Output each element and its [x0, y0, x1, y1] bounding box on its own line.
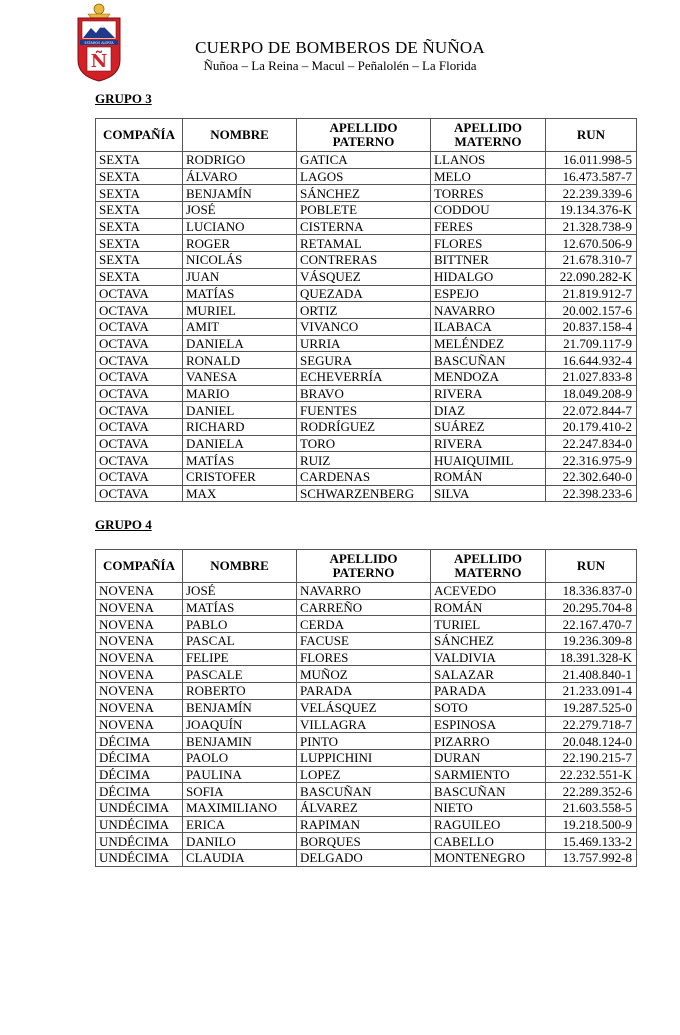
- cell-nombre: VANESA: [183, 368, 297, 385]
- cell-apellido-paterno: FLORES: [297, 649, 431, 666]
- table-row: [96, 783, 637, 800]
- cell-nombre: MATÍAS: [183, 285, 297, 302]
- cell-compania: NOVENA: [96, 699, 183, 716]
- cell-compania: NOVENA: [96, 683, 183, 700]
- cell-nombre: MATÍAS: [183, 599, 297, 616]
- column-header-apellido-materno: APELLIDO MATERNO: [431, 550, 546, 583]
- table-row: [96, 833, 637, 850]
- cell-compania: SEXTA: [96, 268, 183, 285]
- cell-apellido-paterno: FACUSE: [297, 633, 431, 650]
- cell-nombre: MURIEL: [183, 302, 297, 319]
- cell-apellido-paterno: CARREÑO: [297, 599, 431, 616]
- cell-run: 16.473.587-7: [546, 168, 637, 185]
- table-row: [96, 402, 637, 419]
- table-row: [96, 285, 637, 302]
- cell-compania: OCTAVA: [96, 302, 183, 319]
- cell-compania: NOVENA: [96, 666, 183, 683]
- cell-apellido-materno: HIDALGO: [431, 268, 546, 285]
- crest-letter: Ñ: [90, 51, 108, 72]
- table-row: [96, 599, 637, 616]
- table-row: [96, 766, 637, 783]
- cell-compania: SEXTA: [96, 218, 183, 235]
- cell-apellido-paterno: VILLAGRA: [297, 716, 431, 733]
- cell-apellido-paterno: ECHEVERRÍA: [297, 368, 431, 385]
- table-row: [96, 218, 637, 235]
- cell-nombre: BENJAMÍN: [183, 185, 297, 202]
- cell-apellido-materno: MENDOZA: [431, 368, 546, 385]
- table-row: [96, 435, 637, 452]
- cell-nombre: AMIT: [183, 318, 297, 335]
- cell-nombre: ÁLVARO: [183, 168, 297, 185]
- cell-apellido-materno: CABELLO: [431, 833, 546, 850]
- cell-run: 15.469.133-2: [546, 833, 637, 850]
- cell-nombre: PABLO: [183, 616, 297, 633]
- cell-apellido-materno: BASCUÑAN: [431, 783, 546, 800]
- table-row: [96, 252, 637, 269]
- cell-run: 16.011.998-5: [546, 152, 637, 169]
- cell-nombre: FELIPE: [183, 649, 297, 666]
- cell-run: 22.279.718-7: [546, 716, 637, 733]
- table-row: [96, 683, 637, 700]
- cell-nombre: CRISTOFER: [183, 469, 297, 486]
- group-heading-4: GRUPO 4: [95, 517, 152, 532]
- cell-apellido-paterno: CISTERNA: [297, 218, 431, 235]
- cell-run: 18.049.208-9: [546, 385, 637, 402]
- column-header-compania: COMPAÑÍA: [96, 119, 183, 152]
- cell-run: 18.336.837-0: [546, 583, 637, 600]
- cell-nombre: PAULINA: [183, 766, 297, 783]
- column-header-run: RUN: [546, 119, 637, 152]
- column-header-apellido-paterno: APELLIDO PATERNO: [297, 550, 431, 583]
- cell-apellido-paterno: MUÑOZ: [297, 666, 431, 683]
- cell-nombre: DANIELA: [183, 335, 297, 352]
- cell-run: 22.398.233-6: [546, 485, 637, 502]
- cell-apellido-materno: SARMIENTO: [431, 766, 546, 783]
- cell-apellido-materno: PARADA: [431, 683, 546, 700]
- cell-run: 22.190.215-7: [546, 749, 637, 766]
- cell-apellido-materno: DURAN: [431, 749, 546, 766]
- cell-run: 20.002.157-6: [546, 302, 637, 319]
- cell-apellido-paterno: CARDENAS: [297, 469, 431, 486]
- cell-apellido-materno: CODDOU: [431, 202, 546, 219]
- table-row: [96, 649, 637, 666]
- table-row: [96, 202, 637, 219]
- cell-apellido-materno: LLANOS: [431, 152, 546, 169]
- cell-compania: UNDÉCIMA: [96, 833, 183, 850]
- cell-nombre: JOSÉ: [183, 583, 297, 600]
- cell-run: 20.048.124-0: [546, 733, 637, 750]
- cell-apellido-materno: SALAZAR: [431, 666, 546, 683]
- cell-compania: OCTAVA: [96, 318, 183, 335]
- table-row: [96, 633, 637, 650]
- cell-nombre: MAXIMILIANO: [183, 799, 297, 816]
- cell-apellido-materno: SILVA: [431, 485, 546, 502]
- cell-compania: DÉCIMA: [96, 749, 183, 766]
- cell-apellido-materno: RIVERA: [431, 385, 546, 402]
- cell-nombre: ERICA: [183, 816, 297, 833]
- cell-nombre: ROGER: [183, 235, 297, 252]
- cell-apellido-paterno: SÁNCHEZ: [297, 185, 431, 202]
- cell-apellido-paterno: VÁSQUEZ: [297, 268, 431, 285]
- cell-nombre: MATÍAS: [183, 452, 297, 469]
- column-header-nombre: NOMBRE: [183, 550, 297, 583]
- cell-compania: OCTAVA: [96, 419, 183, 436]
- cell-apellido-paterno: GATICA: [297, 152, 431, 169]
- cell-compania: NOVENA: [96, 716, 183, 733]
- cell-nombre: RICHARD: [183, 419, 297, 436]
- cell-run: 20.837.158-4: [546, 318, 637, 335]
- cell-compania: SEXTA: [96, 152, 183, 169]
- cell-compania: OCTAVA: [96, 469, 183, 486]
- cell-run: 22.239.339-6: [546, 185, 637, 202]
- cell-compania: OCTAVA: [96, 352, 183, 369]
- cell-compania: UNDÉCIMA: [96, 816, 183, 833]
- cell-apellido-paterno: NAVARRO: [297, 583, 431, 600]
- cell-run: 22.090.282-K: [546, 268, 637, 285]
- cell-nombre: JUAN: [183, 268, 297, 285]
- cell-apellido-materno: FLORES: [431, 235, 546, 252]
- cell-apellido-materno: ESPEJO: [431, 285, 546, 302]
- cell-compania: OCTAVA: [96, 385, 183, 402]
- cell-nombre: PASCAL: [183, 633, 297, 650]
- column-header-apellido-materno: APELLIDO MATERNO: [431, 119, 546, 152]
- cell-apellido-paterno: TORO: [297, 435, 431, 452]
- cell-apellido-materno: MELÉNDEZ: [431, 335, 546, 352]
- cell-run: 21.678.310-7: [546, 252, 637, 269]
- document-title: CUERPO DE BOMBEROS DE ÑUÑOA: [195, 38, 485, 57]
- cell-apellido-materno: NIETO: [431, 799, 546, 816]
- cell-compania: SEXTA: [96, 168, 183, 185]
- cell-compania: OCTAVA: [96, 485, 183, 502]
- table-row: [96, 318, 637, 335]
- cell-apellido-paterno: CERDA: [297, 616, 431, 633]
- cell-apellido-materno: ACEVEDO: [431, 583, 546, 600]
- table-row: [96, 152, 637, 169]
- table-header-row: [96, 550, 637, 583]
- cell-nombre: NICOLÁS: [183, 252, 297, 269]
- cell-apellido-materno: ROMÁN: [431, 599, 546, 616]
- cell-apellido-paterno: SCHWARZENBERG: [297, 485, 431, 502]
- cell-apellido-materno: ESPINOSA: [431, 716, 546, 733]
- cell-apellido-paterno: PINTO: [297, 733, 431, 750]
- cell-apellido-paterno: BASCUÑAN: [297, 783, 431, 800]
- cell-nombre: CLAUDIA: [183, 850, 297, 867]
- cell-apellido-paterno: RUIZ: [297, 452, 431, 469]
- cell-apellido-materno: TURIEL: [431, 616, 546, 633]
- table-row: [96, 235, 637, 252]
- cell-run: 21.328.738-9: [546, 218, 637, 235]
- cell-run: 21.603.558-5: [546, 799, 637, 816]
- cell-apellido-paterno: ORTIZ: [297, 302, 431, 319]
- cell-nombre: LUCIANO: [183, 218, 297, 235]
- cell-apellido-materno: FERES: [431, 218, 546, 235]
- crest-banner-text: ESTAMOS ALERTA: [84, 41, 114, 45]
- cell-run: 13.757.992-8: [546, 850, 637, 867]
- cell-apellido-paterno: QUEZADA: [297, 285, 431, 302]
- cell-run: 22.316.975-9: [546, 452, 637, 469]
- document-subtitle: Ñuñoa – La Reina – Macul – Peñalolén – La Florida: [203, 58, 477, 73]
- column-header-apellido-paterno: APELLIDO PATERNO: [297, 119, 431, 152]
- cell-compania: OCTAVA: [96, 285, 183, 302]
- cell-compania: NOVENA: [96, 599, 183, 616]
- cell-run: 19.236.309-8: [546, 633, 637, 650]
- table-row: [96, 816, 637, 833]
- table-row: [96, 716, 637, 733]
- cell-compania: NOVENA: [96, 583, 183, 600]
- cell-compania: DÉCIMA: [96, 766, 183, 783]
- cell-run: 12.670.506-9: [546, 235, 637, 252]
- table-row: [96, 469, 637, 486]
- column-header-run: RUN: [546, 550, 637, 583]
- cell-apellido-paterno: URRIA: [297, 335, 431, 352]
- table-row: [96, 666, 637, 683]
- cell-nombre: BENJAMIN: [183, 733, 297, 750]
- cell-compania: DÉCIMA: [96, 783, 183, 800]
- cell-nombre: SOFIA: [183, 783, 297, 800]
- cell-nombre: DANIELA: [183, 435, 297, 452]
- cell-compania: SEXTA: [96, 202, 183, 219]
- cell-compania: SEXTA: [96, 235, 183, 252]
- cell-nombre: MARIO: [183, 385, 297, 402]
- table-row: [96, 385, 637, 402]
- cell-apellido-paterno: DELGADO: [297, 850, 431, 867]
- cell-apellido-paterno: CONTRERAS: [297, 252, 431, 269]
- cell-nombre: RODRIGO: [183, 152, 297, 169]
- cell-compania: DÉCIMA: [96, 733, 183, 750]
- cell-apellido-materno: ILABACA: [431, 318, 546, 335]
- table-row: [96, 733, 637, 750]
- cell-run: 19.287.525-0: [546, 699, 637, 716]
- cell-apellido-materno: SOTO: [431, 699, 546, 716]
- cell-run: 22.232.551-K: [546, 766, 637, 783]
- cell-nombre: ROBERTO: [183, 683, 297, 700]
- cell-compania: NOVENA: [96, 649, 183, 666]
- group-heading-3: GRUPO 3: [95, 91, 152, 106]
- table-row: [96, 185, 637, 202]
- cell-run: 19.218.500-9: [546, 816, 637, 833]
- cell-apellido-materno: MONTENEGRO: [431, 850, 546, 867]
- cell-run: 21.819.912-7: [546, 285, 637, 302]
- cell-nombre: RONALD: [183, 352, 297, 369]
- cell-compania: OCTAVA: [96, 402, 183, 419]
- cell-compania: SEXTA: [96, 252, 183, 269]
- cell-run: 20.179.410-2: [546, 419, 637, 436]
- cell-nombre: BENJAMÍN: [183, 699, 297, 716]
- cell-apellido-paterno: LOPEZ: [297, 766, 431, 783]
- cell-apellido-materno: RAGUILEO: [431, 816, 546, 833]
- cell-nombre: JOAQUÍN: [183, 716, 297, 733]
- cell-apellido-paterno: SEGURA: [297, 352, 431, 369]
- cell-apellido-paterno: POBLETE: [297, 202, 431, 219]
- table-row: [96, 302, 637, 319]
- cell-apellido-materno: SÁNCHEZ: [431, 633, 546, 650]
- column-header-nombre: NOMBRE: [183, 119, 297, 152]
- table-row: [96, 452, 637, 469]
- cell-nombre: MAX: [183, 485, 297, 502]
- cell-run: 19.134.376-K: [546, 202, 637, 219]
- cell-apellido-materno: HUAIQUIMIL: [431, 452, 546, 469]
- cell-compania: OCTAVA: [96, 435, 183, 452]
- cell-apellido-materno: SUÁREZ: [431, 419, 546, 436]
- cell-run: 18.391.328-K: [546, 649, 637, 666]
- cell-apellido-materno: MELO: [431, 168, 546, 185]
- cell-apellido-materno: PIZARRO: [431, 733, 546, 750]
- table-row: [96, 268, 637, 285]
- cell-compania: OCTAVA: [96, 335, 183, 352]
- cell-apellido-materno: DIAZ: [431, 402, 546, 419]
- cell-apellido-paterno: BORQUES: [297, 833, 431, 850]
- cell-apellido-materno: RIVERA: [431, 435, 546, 452]
- roster-table-group-3: [95, 118, 637, 502]
- cell-run: 16.644.932-4: [546, 352, 637, 369]
- cell-apellido-materno: VALDIVIA: [431, 649, 546, 666]
- cell-nombre: DANIEL: [183, 402, 297, 419]
- cell-apellido-materno: BITTNER: [431, 252, 546, 269]
- table-row: [96, 616, 637, 633]
- cell-run: 21.233.091-4: [546, 683, 637, 700]
- cell-compania: UNDÉCIMA: [96, 799, 183, 816]
- roster-table-group-4: [95, 549, 637, 867]
- cell-apellido-paterno: FUENTES: [297, 402, 431, 419]
- table-row: [96, 749, 637, 766]
- cell-run: 22.289.352-6: [546, 783, 637, 800]
- cell-run: 22.167.470-7: [546, 616, 637, 633]
- table-header-row: [96, 119, 637, 152]
- cell-nombre: PAOLO: [183, 749, 297, 766]
- cell-compania: OCTAVA: [96, 368, 183, 385]
- table-row: [96, 352, 637, 369]
- cell-apellido-paterno: RODRÍGUEZ: [297, 419, 431, 436]
- table-row: [96, 368, 637, 385]
- table-row: [96, 799, 637, 816]
- cell-apellido-paterno: LAGOS: [297, 168, 431, 185]
- cell-nombre: JOSÉ: [183, 202, 297, 219]
- cell-run: 21.027.833-8: [546, 368, 637, 385]
- document-header: [140, 38, 540, 74]
- cell-nombre: DANILO: [183, 833, 297, 850]
- cell-compania: OCTAVA: [96, 452, 183, 469]
- table-row: [96, 583, 637, 600]
- column-header-compania: COMPAÑÍA: [96, 550, 183, 583]
- cell-apellido-materno: BASCUÑAN: [431, 352, 546, 369]
- cell-apellido-materno: NAVARRO: [431, 302, 546, 319]
- cell-compania: NOVENA: [96, 633, 183, 650]
- cell-run: 22.247.834-0: [546, 435, 637, 452]
- cell-apellido-paterno: BRAVO: [297, 385, 431, 402]
- cell-apellido-paterno: ÁLVAREZ: [297, 799, 431, 816]
- table-row: [96, 485, 637, 502]
- cell-apellido-paterno: PARADA: [297, 683, 431, 700]
- cell-compania: UNDÉCIMA: [96, 850, 183, 867]
- cell-apellido-materno: TORRES: [431, 185, 546, 202]
- cell-run: 22.072.844-7: [546, 402, 637, 419]
- cell-apellido-paterno: RETAMAL: [297, 235, 431, 252]
- cell-nombre: PASCALE: [183, 666, 297, 683]
- table-row: [96, 335, 637, 352]
- crest-logo: [74, 2, 124, 82]
- cell-apellido-paterno: VIVANCO: [297, 318, 431, 335]
- cell-run: 22.302.640-0: [546, 469, 637, 486]
- cell-run: 20.295.704-8: [546, 599, 637, 616]
- table-row: [96, 699, 637, 716]
- cell-apellido-materno: ROMÁN: [431, 469, 546, 486]
- cell-apellido-paterno: LUPPICHINI: [297, 749, 431, 766]
- cell-compania: SEXTA: [96, 185, 183, 202]
- table-row: [96, 850, 637, 867]
- table-row: [96, 419, 637, 436]
- cell-compania: NOVENA: [96, 616, 183, 633]
- cell-run: 21.709.117-9: [546, 335, 637, 352]
- cell-run: 21.408.840-1: [546, 666, 637, 683]
- cell-apellido-paterno: VELÁSQUEZ: [297, 699, 431, 716]
- table-row: [96, 168, 637, 185]
- cell-apellido-paterno: RAPIMAN: [297, 816, 431, 833]
